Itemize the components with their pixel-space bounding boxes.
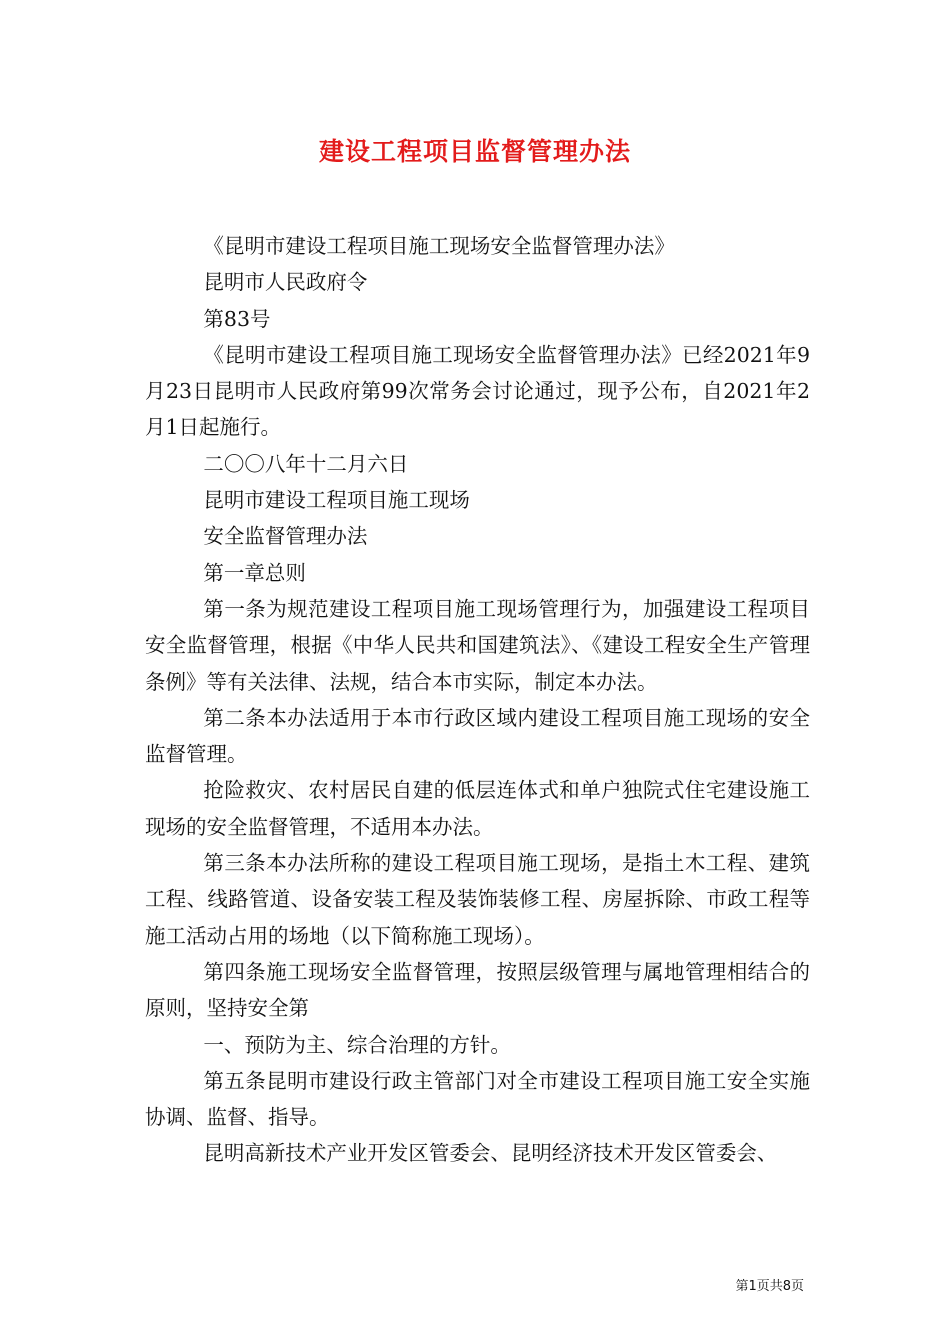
paragraph: 昆明市人民政府令	[203, 270, 368, 295]
paragraph: 第一章总则	[203, 560, 306, 585]
paragraph: 一、预防为主、综合治理的方针。	[203, 1032, 511, 1057]
paragraph: 《昆明市建设工程项目施工现场安全监督管理办法》已经2021年9月23日昆明市人民政府第99次常务会讨论通过，现予公布，自2021年2月1日起施行。	[145, 342, 810, 440]
paragraph: 昆明市建设工程项目施工现场	[203, 488, 470, 513]
paragraph: 第四条施工现场安全监督管理，按照层级管理与属地管理相结合的原则，坚持安全第	[145, 959, 810, 1021]
paragraph: 《昆明市建设工程项目施工现场安全监督管理办法》	[203, 234, 675, 258]
paragraph: 第三条本办法所称的建设工程项目施工现场，是指土木工程、建筑工程、线路管道、设备安装工程及装饰装修工程、房屋拆除、市政工程等施工活动占用的场地（以下简称施工现场）。	[145, 851, 810, 948]
paragraph: 第83号	[203, 306, 271, 331]
paragraph: 二〇〇八年十二月六日	[203, 451, 409, 476]
paragraph: 第五条昆明市建设行政主管部门对全市建设工程项目施工安全实施协调、监督、指导。	[145, 1068, 810, 1130]
page-number: 第1页共8页	[735, 1279, 804, 1294]
document-body	[145, 228, 810, 1172]
paragraph: 抢险救灾、农村居民自建的低层连体式和单户独院式住宅建设施工现场的安全监督管理，不适用本办法。	[145, 778, 810, 839]
paragraph: 昆明高新技术产业开发区管委会、昆明经济技术开发区管委会、	[203, 1141, 778, 1166]
paragraph: 安全监督管理办法	[203, 524, 368, 549]
document-title: 建设工程项目监督管理办法	[318, 137, 631, 166]
paragraph: 第二条本办法适用于本市行政区域内建设工程项目施工现场的安全监督管理。	[145, 705, 810, 767]
paragraph: 第一条为规范建设工程项目施工现场管理行为，加强建设工程项目安全监督管理，根据《中华人民共和国建筑法》、《建设工程安全生产管理条例》等有关法律、法规，结合本市实际，制定本办法。	[145, 596, 810, 694]
